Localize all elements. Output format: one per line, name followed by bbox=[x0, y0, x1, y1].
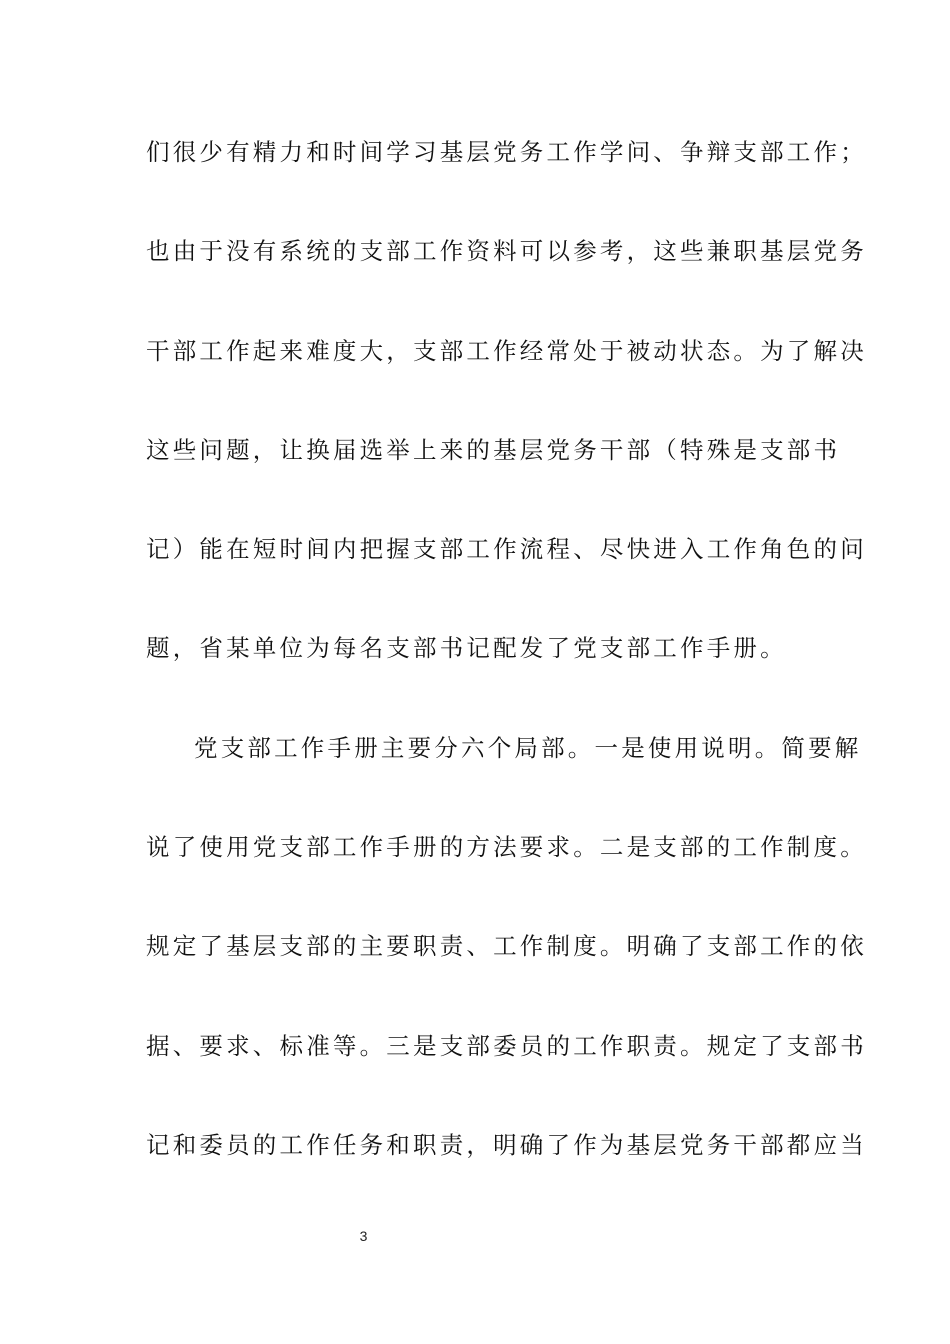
body-text bbox=[146, 122, 867, 1214]
text-line: 说了使用党支部工作手册的方法要求。二是支部的工作制度。 bbox=[146, 833, 867, 862]
text-line: 也由于没有系统的支部工作资料可以参考，这些兼职基层党务 bbox=[146, 237, 867, 266]
text-line: 记）能在短时间内把握支部工作流程、尽快进入工作角色的问 bbox=[146, 535, 867, 564]
paragraph-start-line: 党支部工作手册主要分六个局部。一是使用说明。简要解 bbox=[194, 733, 862, 762]
text-line: 这些问题，让换届选举上来的基层党务干部（特殊是支部书 bbox=[146, 435, 841, 464]
text-line: 题，省某单位为每名支部书记配发了党支部工作手册。 bbox=[146, 634, 787, 663]
text-line: 记和委员的工作任务和职责，明确了作为基层党务干部都应当 bbox=[146, 1130, 867, 1159]
text-line: 干部工作起来难度大，支部工作经常处于被动状态。为了解决 bbox=[146, 336, 867, 365]
page-number: 3 bbox=[359, 1228, 368, 1244]
text-line: 据、要求、标准等。三是支部委员的工作职责。规定了支部书 bbox=[146, 1031, 867, 1060]
text-line: 规定了基层支部的主要职责、工作制度。明确了支部工作的依 bbox=[146, 932, 867, 961]
text-line: 们很少有精力和时间学习基层党务工作学问、争辩支部工作； bbox=[146, 138, 867, 166]
